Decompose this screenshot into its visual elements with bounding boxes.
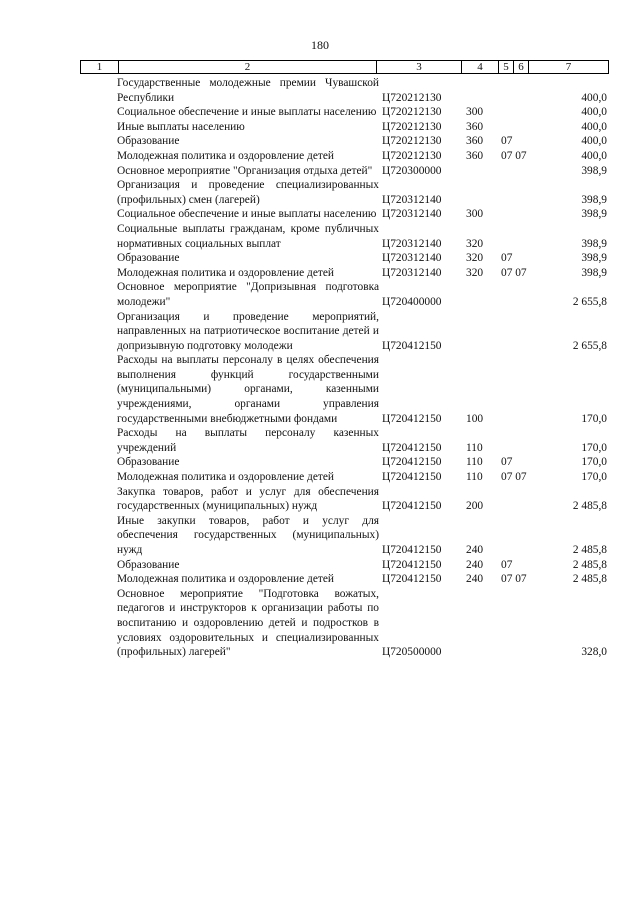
row-expense-type: 320 bbox=[466, 266, 484, 279]
row-name: Организация и проведение специализированных (профильных) смен (лагерей) bbox=[117, 179, 379, 206]
row-name: Расходы на выплаты персоналу в целях обеспечения выполнения функций государственными (муниципальными) органами, казенными учреждениями, органами управления государственными внебюджетными фондами bbox=[117, 354, 379, 425]
row-code: Ц720212130 bbox=[382, 135, 442, 148]
row-name: Образование bbox=[117, 252, 180, 265]
row-section: 07 bbox=[501, 135, 513, 148]
row-amount: 2 655,8 bbox=[572, 295, 607, 308]
row-name: Социальное обеспечение и иные выплаты населению bbox=[117, 106, 377, 119]
table-row bbox=[80, 266, 609, 281]
column-header-row bbox=[80, 60, 609, 74]
row-code: Ц720312140 bbox=[382, 208, 442, 221]
table-row bbox=[80, 207, 609, 222]
header-col-2: 2 bbox=[119, 61, 377, 74]
row-amount: 328,0 bbox=[581, 646, 607, 659]
row-name: Молодежная политика и оздоровление детей bbox=[117, 573, 335, 586]
row-expense-type: 110 bbox=[466, 471, 483, 484]
row-name: Расходы на выплаты персоналу казенных учреждений bbox=[117, 427, 379, 454]
row-expense-type: 100 bbox=[466, 412, 484, 425]
row-name: Иные выплаты населению bbox=[117, 120, 245, 133]
row-code: Ц720500000 bbox=[382, 646, 442, 659]
table-row bbox=[80, 280, 609, 309]
table-row bbox=[80, 120, 609, 135]
row-amount: 398,9 bbox=[581, 237, 607, 250]
row-section: 07 bbox=[501, 252, 513, 265]
row-code: Ц720412150 bbox=[382, 544, 442, 556]
table-row bbox=[80, 353, 609, 426]
header-col-4: 4 bbox=[462, 61, 499, 74]
row-code: Ц720300000 bbox=[382, 164, 442, 177]
row-amount: 170,0 bbox=[581, 441, 607, 454]
row-expense-type: 300 bbox=[466, 208, 484, 221]
table-row bbox=[80, 426, 609, 455]
row-name: Молодежная политика и оздоровление детей bbox=[117, 471, 335, 484]
row-code: Ц720412150 bbox=[382, 339, 442, 352]
row-name: Образование bbox=[117, 135, 180, 148]
row-expense-type: 240 bbox=[466, 573, 484, 586]
row-name: Социальные выплаты гражданам, кроме публичных нормативных социальных выплат bbox=[117, 222, 379, 250]
row-code: Ц720212130 bbox=[382, 106, 442, 119]
table-row bbox=[80, 310, 609, 354]
row-expense-type: 320 bbox=[466, 237, 484, 250]
header-col-7: 7 bbox=[529, 61, 609, 74]
row-name: Основное мероприятие "Подготовка вожатых, педагогов и инструкторов к организации работы по воспитанию и оздоровлению детей и подростков в условиях оздоровительных и специализированных (профильных) лагерей" bbox=[117, 587, 379, 659]
row-code: Ц720400000 bbox=[382, 295, 442, 308]
budget-table-body bbox=[80, 76, 609, 660]
row-section: 07 07 bbox=[501, 573, 527, 586]
row-section: 07 07 bbox=[501, 149, 527, 162]
header-col-6: 6 bbox=[514, 61, 529, 74]
row-name: Молодежная политика и оздоровление детей bbox=[117, 266, 335, 279]
row-code: Ц720412150 bbox=[382, 471, 442, 484]
row-code: Ц720212130 bbox=[382, 91, 442, 104]
row-amount: 400,0 bbox=[581, 106, 607, 119]
row-code: Ц720312140 bbox=[382, 266, 442, 279]
row-expense-type: 360 bbox=[466, 135, 484, 148]
row-expense-type: 360 bbox=[466, 149, 484, 162]
table-row bbox=[80, 134, 609, 149]
page-number: 180 bbox=[311, 38, 329, 52]
table-row bbox=[80, 76, 609, 105]
table-row bbox=[80, 455, 609, 470]
table-row bbox=[80, 470, 609, 485]
row-amount: 2 655,8 bbox=[572, 339, 607, 352]
row-code: Ц720412150 bbox=[382, 558, 442, 571]
table-row bbox=[80, 572, 609, 587]
row-section: 07 07 bbox=[501, 471, 527, 484]
table-row bbox=[80, 514, 609, 558]
row-code: Ц720412150 bbox=[382, 412, 442, 425]
row-expense-type: 240 bbox=[466, 558, 484, 571]
row-name: Основное мероприятие "Допризывная подготовка молодежи" bbox=[117, 281, 379, 308]
row-expense-type: 240 bbox=[466, 544, 484, 556]
row-expense-type: 110 bbox=[466, 456, 483, 469]
row-expense-type: 110 bbox=[466, 441, 483, 454]
row-code: Ц720212130 bbox=[382, 120, 442, 133]
row-section: 07 bbox=[501, 558, 513, 571]
row-code: Ц720412150 bbox=[382, 456, 442, 469]
row-expense-type: 360 bbox=[466, 120, 484, 133]
row-code: Ц720412150 bbox=[382, 573, 442, 586]
table-row bbox=[80, 164, 609, 179]
header-col-5: 5 bbox=[499, 61, 514, 74]
row-code: Ц720312140 bbox=[382, 252, 442, 265]
row-amount: 2 485,8 bbox=[572, 558, 607, 571]
row-expense-type: 300 bbox=[466, 106, 484, 119]
row-name: Иные закупки товаров, работ и услуг для обеспечения государственных (муниципальных) нужд bbox=[117, 514, 379, 556]
row-amount: 2 485,8 bbox=[572, 500, 607, 513]
row-amount: 400,0 bbox=[581, 149, 607, 162]
table-row bbox=[80, 485, 609, 514]
row-name: Закупка товаров, работ и услуг для обеспечения государственных (муниципальных) нужд bbox=[117, 485, 379, 513]
row-name: Основное мероприятие "Организация отдыха детей" bbox=[117, 164, 373, 177]
table-row bbox=[80, 587, 609, 660]
row-section: 07 07 bbox=[501, 266, 527, 279]
row-amount: 398,9 bbox=[581, 266, 607, 279]
row-amount: 2 485,8 bbox=[572, 573, 607, 586]
row-name: Образование bbox=[117, 558, 180, 571]
row-code: Ц720212130 bbox=[382, 149, 442, 162]
table-row bbox=[80, 222, 609, 251]
row-amount: 398,9 bbox=[581, 164, 607, 177]
row-expense-type: 200 bbox=[466, 500, 484, 513]
row-code: Ц720312140 bbox=[382, 193, 442, 206]
row-code: Ц720412150 bbox=[382, 441, 442, 454]
row-expense-type: 320 bbox=[466, 252, 484, 265]
header-col-1: 1 bbox=[81, 61, 119, 74]
row-amount: 2 485,8 bbox=[572, 544, 607, 556]
table-row bbox=[80, 105, 609, 120]
row-amount: 398,9 bbox=[581, 193, 607, 206]
row-amount: 398,9 bbox=[581, 208, 607, 221]
table-row bbox=[80, 558, 609, 573]
table-row bbox=[80, 251, 609, 266]
row-code: Ц720312140 bbox=[382, 237, 442, 250]
table-row bbox=[80, 178, 609, 207]
row-name: Образование bbox=[117, 456, 180, 469]
row-amount: 400,0 bbox=[581, 120, 607, 133]
table-row bbox=[80, 149, 609, 164]
row-name: Организация и проведение мероприятий, направленных на патриотическое воспитание детей и допризывную подготовку молодежи bbox=[117, 310, 379, 352]
row-amount: 170,0 bbox=[581, 471, 607, 484]
row-name: Социальное обеспечение и иные выплаты населению bbox=[117, 208, 377, 221]
row-code: Ц720412150 bbox=[382, 500, 442, 513]
row-amount: 400,0 bbox=[581, 91, 607, 104]
row-amount: 170,0 bbox=[581, 456, 607, 469]
row-amount: 400,0 bbox=[581, 135, 607, 148]
row-amount: 398,9 bbox=[581, 252, 607, 265]
row-name: Государственные молодежные премии Чувашской Республики bbox=[117, 77, 379, 104]
row-amount: 170,0 bbox=[581, 412, 607, 425]
row-section: 07 bbox=[501, 456, 513, 469]
row-name: Молодежная политика и оздоровление детей bbox=[117, 149, 335, 162]
header-col-3: 3 bbox=[377, 61, 462, 74]
